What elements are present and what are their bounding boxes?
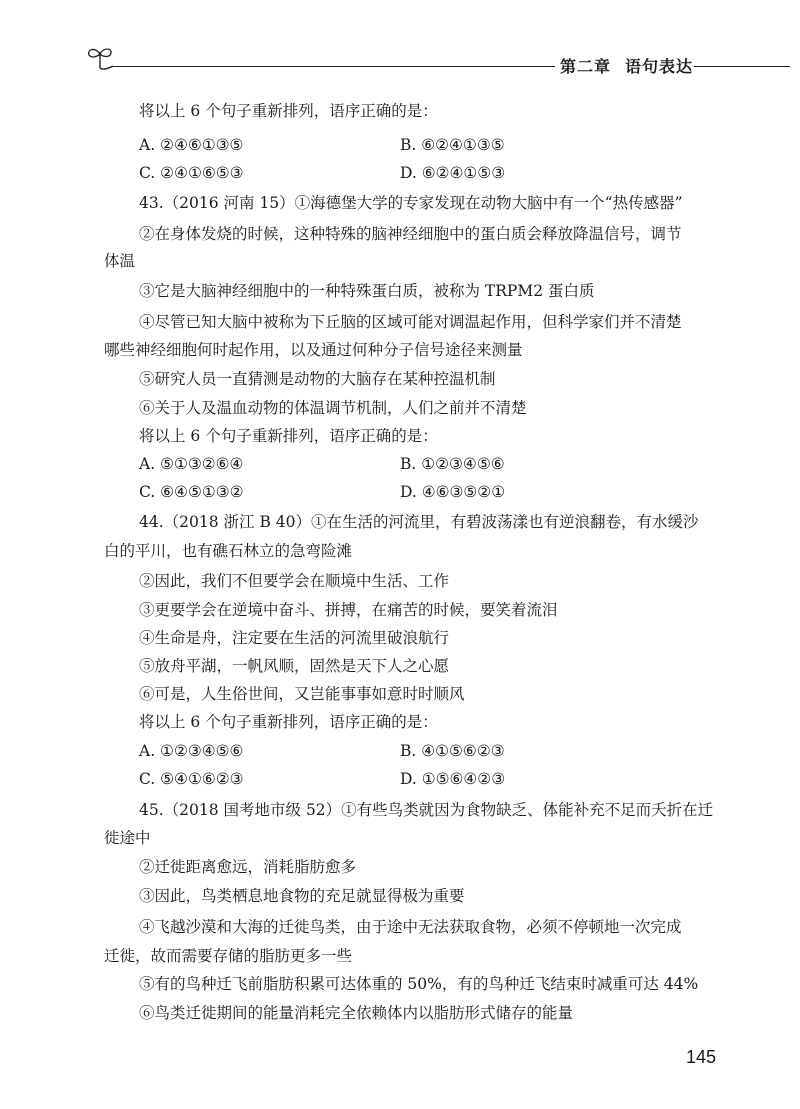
question-43-title: 43.（2016 河南 15）①海德堡大学的专家发现在动物大脑中有一个“热传感器”	[139, 194, 683, 212]
question-45-title: 45.（2018 国考地市级 52）①有些鸟类就因为食物缺乏、体能补充不足而夭折在迁	[139, 801, 714, 819]
sentence-line: ③因此，鸟类栖息地食物的充足就显得极为重要	[139, 887, 465, 905]
option-a: A. ①②③④⑤⑥	[139, 742, 244, 760]
sentence-line: 徙途中	[104, 829, 151, 847]
sentence-line: ⑥可是，人生俗世间，又岂能事事如意时时顺风	[139, 685, 465, 703]
sentence-line: 哪些神经细胞何时起作用，以及通过何种分子信号途径来测量	[104, 341, 523, 359]
sentence-line: ③它是大脑神经细胞中的一种特殊蛋白质，被称为 TRPM2 蛋白质	[139, 282, 595, 300]
sentence-line: ④尽管已知大脑中被称为下丘脑的区域可能对调温起作用，但科学家们并不清楚	[139, 313, 682, 331]
header-rule-left	[112, 66, 555, 67]
sentence-line: ⑥关于人及温血动物的体温调节机制，人们之前并不清楚	[139, 399, 527, 417]
sentence-line: ③更要学会在逆境中奋斗、拼搏，在痛苦的时候，要笑着流泪	[139, 601, 558, 619]
option-d: D. ①⑤⑥④②③	[400, 770, 506, 788]
chapter-title	[560, 54, 693, 77]
sentence-line: ⑤研究人员一直猜测是动物的大脑存在某种控温机制	[139, 370, 496, 388]
sentence-line: ⑤有的鸟种迁飞前脂肪积累可达体重的 50%，有的鸟种迁飞结束时减重可达 44%	[139, 975, 699, 993]
option-a: A. ⑤①③②⑥④	[139, 455, 244, 473]
sentence-line: 迁徙，故而需要存储的脂肪更多一些	[104, 947, 353, 965]
sentence-line: ⑥鸟类迁徙期间的能量消耗完全依赖体内以脂肪形式储存的能量	[139, 1004, 574, 1022]
sentence-line: ⑤放舟平湖，一帆风顺，固然是天下人之心愿	[139, 657, 450, 675]
chapter-label: 第二章	[560, 57, 612, 76]
option-c: C. ⑤④①⑥②③	[139, 770, 244, 788]
option-c: C. ②④①⑥⑤③	[139, 164, 244, 182]
running-header	[0, 0, 800, 80]
option-d: D. ⑥②④①⑤③	[400, 164, 506, 182]
sentence-line: 白的平川，也有礁石林立的急弯险滩	[104, 542, 353, 560]
sentence-line: ②迁徙距离愈远，消耗脂肪愈多	[139, 858, 357, 876]
option-d: D. ④⑥③⑤②①	[400, 483, 506, 501]
option-a: A. ②④⑥①③⑤	[139, 136, 244, 154]
sentence-line: ④飞越沙漠和大海的迁徙鸟类，由于途中无法获取食物，必须不停顿地一次完成	[139, 918, 682, 936]
sentence-line: ②因此，我们不但要学会在顺境中生活、工作	[139, 572, 450, 590]
sentence-line: 体温	[104, 252, 136, 270]
sentence-line: ②在身体发烧的时候，这种特殊的脑神经细胞中的蛋白质会释放降温信号，调节	[139, 225, 682, 243]
prompt-line: 将以上 6 个句子重新排列，语序正确的是：	[139, 102, 438, 120]
prompt-line: 将以上 6 个句子重新排列，语序正确的是：	[139, 427, 438, 445]
page-number: 145	[686, 1047, 717, 1067]
prompt-line: 将以上 6 个句子重新排列，语序正确的是：	[139, 713, 438, 731]
sentence-line: ④生命是舟，注定要在生活的河流里破浪航行	[139, 629, 450, 647]
question-44-title: 44.（2018 浙江 B 40）①在生活的河流里，有碧波荡漾也有逆浪翻卷，有水缓沙	[139, 513, 699, 531]
option-b: B. ①②③④⑤⑥	[400, 455, 505, 473]
option-b: B. ⑥②④①③⑤	[400, 136, 505, 154]
header-rule-right	[694, 66, 790, 67]
option-c: C. ⑥④⑤①③②	[139, 483, 244, 501]
section-label: 语句表达	[625, 57, 694, 76]
option-b: B. ④①⑤⑥②③	[400, 742, 505, 760]
